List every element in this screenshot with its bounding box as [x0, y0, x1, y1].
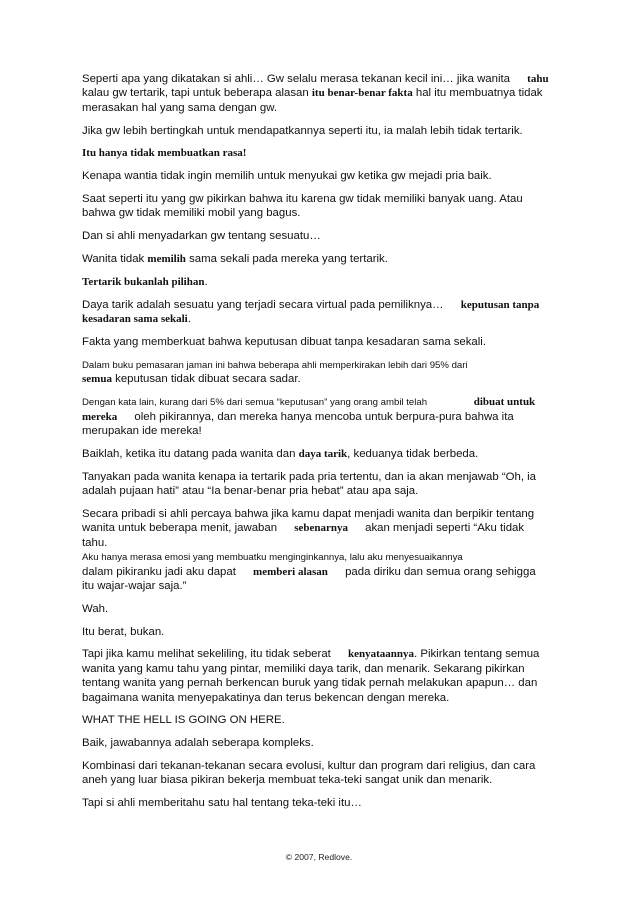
- paragraph: [82, 713, 550, 727]
- paragraph: [82, 447, 550, 461]
- bold-text: Tertarik bukanlah pilihan: [82, 275, 205, 288]
- paragraph: [82, 625, 550, 639]
- text-run: keputusan tidak dibuat secara sadar.: [111, 373, 301, 386]
- text-run: Itu berat, bukan.: [82, 625, 165, 638]
- text-run: Tapi si ahli memberitahu satu hal tentang teka-teki itu…: [82, 797, 362, 810]
- text-run: .: [204, 275, 208, 288]
- text-run: kalau gw tertarik, tapi untuk beberapa alasan: [82, 87, 312, 100]
- bold-text: dibuat untuk mereka: [82, 395, 536, 423]
- text-run: .: [187, 313, 191, 325]
- small-text: Dengan kata lain, kurang dari 5% dari semua “keputusan” yang orang ambil telah: [82, 396, 430, 408]
- bold-text: kenyataannya: [347, 648, 415, 661]
- bold-text: daya tarik: [298, 447, 348, 460]
- bold-text: memberi alasan: [253, 565, 328, 578]
- text-run: Daya tarik adalah sesuatu yang terjadi secara virtual pada pemiliknya…: [82, 298, 447, 311]
- text-run: , keduanya tidak berbeda.: [347, 447, 479, 460]
- text-run: . Pikirkan tentang semua wanita yang kamu tahu yang pintar, memiliki daya tarik, dan menarik. Sekarang pikirkan tentang wanita yang pernah berkencan buruk yang tidak pernah melakukan apapun… dan bagaimana wanita menyepakatinya dan terus bekencan dengan mereka.: [82, 648, 540, 704]
- text-run: Fakta yang memberkuat bahwa keputusan dibuat tanpa kesadaran sama sekali.: [82, 335, 486, 348]
- paragraph: [82, 736, 550, 750]
- paragraph: [82, 358, 550, 387]
- paragraph: [82, 470, 550, 499]
- paragraph: [82, 796, 550, 810]
- paragraph: [82, 192, 550, 221]
- text-run: akan menjadi seperti “Aku tidak tahu.: [82, 522, 525, 549]
- bold-text: itu benar-benar fakta: [311, 87, 413, 100]
- paragraph: [82, 275, 550, 289]
- text-run: Wanita tidak: [82, 253, 148, 265]
- bold-text: Itu hanya tidak membuatkan rasa!: [82, 147, 247, 160]
- text-run: Tapi jika kamu melihat sekeliling, itu tidak seberat: [82, 648, 334, 661]
- text-run: Secara pribadi si ahli percaya bahwa jika kamu dapat menjadi wanita dan berpikir tentang wanita untuk beberapa menit, jawaban: [82, 507, 535, 535]
- bold-text: keputusan tanpa kesadaran sama sekali: [82, 298, 540, 325]
- text-run: Baik, jawabannya adalah seberapa kompleks.: [82, 737, 314, 750]
- paragraph: [82, 298, 550, 327]
- paragraph: [82, 647, 550, 705]
- paragraph: [82, 72, 550, 115]
- text-run: Jika gw lebih bertingkah untuk mendapatkannya seperti itu, ia malah lebih tidak tertarik.: [82, 124, 523, 137]
- text-run: Kenapa wantia tidak ingin memilih untuk menyukai gw ketika gw mejadi pria baik.: [82, 170, 492, 183]
- paragraph: [82, 252, 550, 266]
- bold-text: sebenarnya: [294, 522, 348, 535]
- paragraph: [82, 759, 550, 788]
- text-run: Baiklah, ketika itu datang pada wanita dan: [82, 447, 299, 460]
- text-run: Wah.: [82, 602, 109, 615]
- text-run: Dan si ahli menyadarkan gw tentang sesuatu…: [82, 230, 321, 243]
- bold-text: semua: [82, 373, 112, 386]
- paragraph: [82, 395, 550, 438]
- document-body: [82, 72, 550, 819]
- bold-text: memilih: [147, 253, 186, 265]
- text-run: oleh pikirannya, dan mereka hanya mencoba untuk berpura-pura bahwa ita merupakan ide mereka!: [82, 410, 514, 437]
- text-run: Seperti apa yang dikatakan si ahli… Gw selalu merasa tekanan kecil ini… jika wanita: [82, 73, 514, 85]
- paragraph: [82, 602, 550, 616]
- text-run: hal itu membuatnya tidak merasakan hal yang sama dengan gw.: [82, 87, 543, 114]
- text-run: sama sekali pada mereka yang tertarik.: [185, 253, 388, 265]
- text-run: Tanyakan pada wanita kenapa ia tertarik pada pria tertentu, dan ia akan menjawab “Oh, ia adalah pujaan hati” atau “Ia benar-benar pria hebat” atau apa saja.: [82, 470, 537, 497]
- text-run: Kombinasi dari tekanan-tekanan secara evolusi, kultur dan program dari religius, dan cara aneh yang luar biasa pikiran bekerja membuat teka-teki sangat unik dan menarik.: [82, 760, 536, 787]
- paragraph: [82, 124, 550, 138]
- bold-text: tahu: [527, 73, 549, 85]
- small-text: Dalam buku pemasaran jaman ini bahwa beberapa ahli memperkirakan lebih dari 95% dari: [82, 359, 468, 371]
- paragraph: [82, 229, 550, 243]
- paragraph: [82, 335, 550, 349]
- page-footer: © 2007, Redlove.: [285, 852, 353, 862]
- paragraph: [82, 507, 550, 594]
- text-run: Saat seperti itu yang gw pikirkan bahwa itu karena gw tidak memiliki banyak uang. Atau bahwa gw tidak memiliki mobil yang bagus.: [82, 193, 523, 220]
- text-run: WHAT THE HELL IS GOING ON HERE.: [82, 714, 285, 727]
- text-run: dalam pikiranku jadi aku dapat: [82, 565, 240, 578]
- text-run: pada diriku dan semua orang sehigga itu wajar-wajar saja.”: [82, 565, 536, 592]
- paragraph: [82, 169, 550, 183]
- small-text: Aku hanya merasa emosi yang membuatku menginginkannya, lalu aku menyesuaikannya: [82, 552, 463, 563]
- paragraph: [82, 146, 550, 160]
